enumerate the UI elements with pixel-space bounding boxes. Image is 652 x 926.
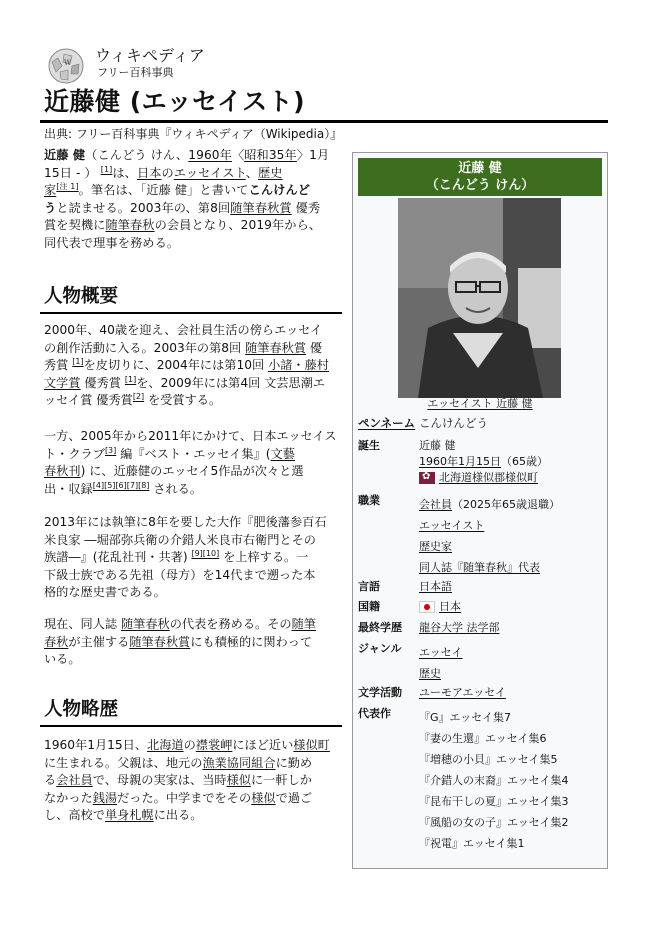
overview-paragraph-1 <box>44 322 340 410</box>
genre-label: ジャンル <box>358 642 402 655</box>
works-label: 代表作 <box>358 707 391 720</box>
text: いる。 <box>44 652 81 667</box>
site-brand[interactable] <box>95 46 205 80</box>
birth-value <box>419 439 548 485</box>
link-zuihitsu-prize[interactable]: 随筆春秋賞 <box>129 634 191 649</box>
genre-values <box>419 642 462 684</box>
text: （こんどう けん、 <box>85 148 189 162</box>
language-link[interactable]: 日本語 <box>419 580 452 593</box>
text: に勤め <box>275 755 313 770</box>
link-ka[interactable]: 家 <box>44 183 57 198</box>
text: を受賞する。 <box>144 393 222 408</box>
text: の会員となり、2019年から、 <box>154 218 322 233</box>
text: 優秀賞 <box>80 375 125 390</box>
text: し、高校で <box>44 808 105 823</box>
ref-link[interactable]: [1] <box>124 374 137 384</box>
education-label: 最終学歴 <box>358 621 402 634</box>
text: 族譜―』(花乱社刊・共著) <box>44 550 192 565</box>
text: 出・収録 <box>44 481 93 496</box>
ref-link[interactable]: [2] <box>132 392 145 402</box>
text: ) に、近藤健のエッセイ5作品が次々と選 <box>80 464 304 479</box>
text: の <box>183 738 196 752</box>
text: だった。中学までをその <box>117 790 252 805</box>
text: 〈 <box>231 148 245 162</box>
photo-caption <box>353 397 607 411</box>
text: を皮切りに、2004年には第10回 <box>83 358 269 373</box>
education-link[interactable]: 龍谷大学 法学部 <box>419 621 500 634</box>
nationality-label: 国籍 <box>358 600 380 613</box>
link-history[interactable]: 歴史 <box>258 165 283 180</box>
text: の創作活動に入る。2003年の第8回 <box>44 340 246 355</box>
text: 一方、2005年から2011年にかけて、日本エッセイス <box>44 429 337 443</box>
infobox-header <box>358 158 602 196</box>
work-item: 『増穂の小貝』エッセイ集5 <box>419 753 558 766</box>
japan-flag-icon <box>419 601 435 613</box>
ref-link[interactable]: [9][10] <box>191 549 220 559</box>
text: に生まれる。父親は、地元の <box>44 755 203 770</box>
penname-label <box>358 415 415 431</box>
infobox-name: 近藤 健 <box>458 161 502 176</box>
section-divider <box>40 725 342 727</box>
job-note: （2025年65歳退職） <box>452 498 560 511</box>
link-literary-prize[interactable]: 文学賞 <box>44 375 81 390</box>
text: は、 <box>112 165 137 180</box>
link-essayist[interactable]: エッセイスト <box>173 165 246 180</box>
svg-text:W: W <box>64 59 72 67</box>
genre-link[interactable]: エッセイ <box>419 646 463 659</box>
text: 秀賞 <box>44 358 73 373</box>
link-sapporo[interactable]: 札幌 <box>129 808 154 823</box>
note-link[interactable]: [注 1] <box>56 182 79 192</box>
job-link[interactable]: エッセイスト <box>419 519 485 532</box>
text: 15日 - ） <box>44 165 97 180</box>
text: 2000年、40歳を迎え、会社員生活の傍らエッセイ <box>44 323 323 337</box>
text: で、母親の実家は、当時 <box>92 773 227 788</box>
birth-place-link[interactable]: 北海道様似郡様似町 <box>439 471 538 484</box>
link-employee[interactable]: 会社員 <box>56 773 93 788</box>
link-zuihitsu-shunju[interactable]: 随筆春秋 <box>121 617 170 631</box>
works-list <box>419 707 568 854</box>
text: 米良家 ―堀部弥兵衛の介錯人米良市右衛門とその <box>44 532 316 547</box>
text: 2013年には執筆に8年を要した大作『肥後藩参百石 <box>44 515 327 529</box>
link-hokkaido[interactable]: 北海道 <box>147 738 184 752</box>
link-alone[interactable]: 単身 <box>104 808 130 823</box>
ref-link[interactable]: [1] <box>72 357 84 367</box>
site-tagline: フリー百科事典 <box>97 66 174 79</box>
section-heading-biography: 人物略歴 <box>44 699 119 720</box>
work-item: 『祝電』エッセイ集1 <box>419 837 525 850</box>
penname-bold: こんけんど <box>248 183 311 198</box>
link-sento[interactable]: 銭湯 <box>92 790 118 805</box>
link-bungei[interactable]: 文藝 <box>270 446 295 461</box>
infobox <box>352 152 608 869</box>
biography-paragraph <box>44 737 340 825</box>
link-fishery-coop[interactable]: 漁業協同組合 <box>202 755 276 770</box>
text: なかった <box>44 790 93 805</box>
link-japan[interactable]: 日本 <box>136 165 162 180</box>
text: 同代表で理事を務める。 <box>44 235 180 250</box>
hokkaido-flag-icon <box>419 472 435 484</box>
work-item: 『G』エッセイ集7 <box>419 711 511 724</box>
text: 優秀 <box>291 200 321 215</box>
penname-value: こんけんどう <box>419 416 488 430</box>
job-link[interactable]: 会社員 <box>419 498 452 511</box>
nationality-link[interactable]: 日本 <box>439 600 461 613</box>
job-link[interactable]: 歴史家 <box>419 540 452 553</box>
lead-paragraph <box>44 147 340 253</box>
portrait-photo[interactable] <box>398 198 561 398</box>
text: される。 <box>149 481 203 496</box>
text: ッセイ賞 優秀賞 <box>44 393 133 408</box>
text: を上梓する。一 <box>219 550 309 565</box>
overview-paragraph-2 <box>44 428 340 498</box>
text: を、2009年には第4回 文芸思潮エ <box>136 375 326 390</box>
text: 現在、同人誌 <box>44 617 121 631</box>
movement-link[interactable]: ユーモアエッセイ <box>419 686 506 699</box>
link-zuihitsu-prize[interactable]: 随筆春秋賞 <box>245 340 307 355</box>
link-erimo[interactable]: 襟裳岬 <box>195 738 233 752</box>
job-label: 職業 <box>358 494 380 507</box>
infobox-reading: （こんどう けん） <box>425 178 535 193</box>
text: と読ませる。2003年の、第8回 <box>56 200 231 215</box>
birth-date-link[interactable]: 1960年1月15日 <box>419 455 501 468</box>
text: の代表を務める。その <box>169 617 292 631</box>
title-divider <box>40 120 608 123</box>
page-title: 近藤健 (エッセイスト) <box>44 87 306 116</box>
text: に出る。 <box>153 808 203 823</box>
text: で過ご <box>275 790 313 805</box>
link-zuihitsu[interactable]: 随筆 <box>291 617 316 631</box>
text: にも積極的に関わって <box>190 634 313 649</box>
wikipedia-globe-logo[interactable] <box>42 44 90 84</box>
ref-link[interactable]: [4][5][6][7][8] <box>92 480 150 490</box>
link-zuihitsu-prize[interactable]: 随筆春秋賞 <box>230 200 292 215</box>
language-label: 言語 <box>358 580 380 593</box>
penname-bold: う <box>44 200 57 215</box>
text: 〉1月 <box>296 148 330 162</box>
link-shunju[interactable]: 春秋刊 <box>44 464 81 479</box>
link-samani[interactable]: 様似 <box>226 773 251 788</box>
text: 賞を契機に <box>44 218 106 233</box>
section-heading-overview: 人物概要 <box>44 286 119 307</box>
source-line: 出典: フリー百科事典『ウィキペディア（Wikipedia）』 <box>44 127 343 141</box>
birth-age: （65歳） <box>501 455 548 468</box>
work-item: 『妻の生還』エッセイ集6 <box>419 732 547 745</box>
birth-label: 誕生 <box>358 439 380 452</box>
overview-paragraph-4 <box>44 616 340 669</box>
link-1960[interactable]: 1960年 <box>188 148 232 162</box>
text: ト・クラブ <box>44 446 105 461</box>
text: 1960年1月15日、 <box>44 738 148 752</box>
work-item: 『介錯人の末裔』エッセイ集4 <box>419 774 569 787</box>
text: 、 <box>245 165 259 180</box>
work-item: 『昆布干しの夏』エッセイ集3 <box>419 795 569 808</box>
text: 下級士族である先祖（母方）を14代まで遡った本 <box>44 567 316 582</box>
caption-link[interactable]: エッセイスト 近藤 健 <box>427 397 533 410</box>
link-zuihitsu-shunju[interactable]: 随筆春秋 <box>105 218 155 233</box>
link-komoro-toson[interactable]: 小諸・藤村 <box>268 358 329 373</box>
link-showa35[interactable]: 昭和35年 <box>244 148 297 162</box>
job-link[interactable]: 同人誌『随筆春秋』代表 <box>419 561 540 574</box>
link-samani[interactable]: 様似町 <box>293 738 330 752</box>
birth-name: 近藤 健 <box>419 439 456 452</box>
section-divider <box>40 312 342 314</box>
overview-paragraph-3 <box>44 514 340 602</box>
site-name: ウィキペディア <box>95 46 205 65</box>
text: にほど近い <box>232 738 294 752</box>
link-samani[interactable]: 様似 <box>251 790 276 805</box>
job-values <box>419 494 560 578</box>
text: が主催する <box>68 634 130 649</box>
ref-link[interactable]: [1] <box>100 164 113 174</box>
text: の <box>161 165 174 180</box>
work-item: 『風船の女の子』エッセイ集2 <box>419 816 569 829</box>
text: 編『ベスト・エッセイ集』( <box>116 446 271 461</box>
penname-link[interactable]: ペンネーム <box>358 416 416 430</box>
text: 優 <box>306 340 323 355</box>
movement-label: 文学活動 <box>358 686 402 699</box>
text: 。筆名は、「近藤 健」と書いて <box>78 183 249 198</box>
text: 格的な歴史書である。 <box>44 585 166 600</box>
ref-link[interactable]: [3] <box>104 445 117 455</box>
genre-link[interactable]: 歴史 <box>419 667 441 680</box>
text: る <box>44 773 57 788</box>
subject-name: 近藤 健 <box>44 148 86 162</box>
link-shunju[interactable]: 春秋 <box>44 634 69 649</box>
text: に一軒しか <box>250 773 312 788</box>
